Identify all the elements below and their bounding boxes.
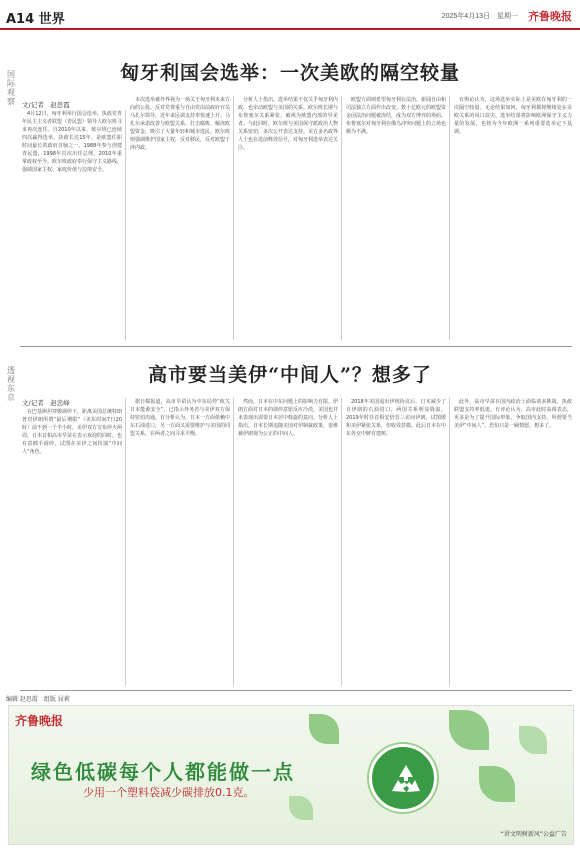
section-divider [20,346,572,347]
article2-column-2: 据日媒报道，高市早苗认为中东局势“攸关日本能源安全”，已指示外务省与美伊双方保持密切沟通。有分析认为，日本一方面依赖中东石油进口，另一方面又需要维护与美国的同盟关系，在两者之间寻求平衡。 [130,399,230,437]
article1-column-2: 本次选举被外界视为一场关于匈牙利未来方向的公投。反对党尊重与自由党由前政府官员马扎尔领导，近年来民调支持率快速上升。马扎尔承诺改善与欧盟关系、打击腐败、解冻欧盟资金，吸引了大量年轻和城市选民。欧尔班则强调维护国家主权，反对移民，反对欧盟干涉内政。 [130,97,230,151]
issue-date: 2025年4月13日 星期一 [441,13,518,20]
ad-slogan: “讲文明树新风”公益广告 [500,831,567,838]
page-header [0,0,580,30]
section-label-tokyo: 透视东京 [7,366,15,402]
article1-column-3: 分析人士指出，选举结果不仅关乎匈牙利内政，也牵动欧盟与美国的关系。欧尔班长期与布鲁塞尔关系紧张，被视为欧盟内部的异见者。与此同时，欧尔班与美国保守派政治人物关系密切，多次公开表达支持。美方多名政界人士也在选前释放信号，对匈牙利选举表达关注。 [238,97,338,151]
leaf-decoration [309,714,339,744]
article1-column-1: 4月12日，匈牙利举行国会选举。执政党青年民主主义者联盟（青民盟）领导人欧尔班寻求再次连任。自2010年以来，欧尔班已连续四次赢得选举，执政长达15年，是欧盟任职时间最长的政府首脑之一。1988年参与创建青民盟，1998年首次出任总理，2010年重掌政权至今。欧尔班政府奉行保守主义路线，强调国家主权、家庭价值与边境安全。 [22,111,122,173]
leaf-decoration [449,710,489,750]
column-rule [233,96,234,340]
section-name: 世界 [38,12,65,27]
leaf-decoration [479,766,515,802]
column-rule [233,398,234,686]
section-divider [20,690,572,691]
column-rule [449,96,450,340]
article2-byline: 文/记者 赵忠峰 [22,399,70,407]
leaf-decoration [519,726,547,754]
column-rule [449,398,450,686]
editor-credit: 编辑 赵思霞 组版 屈莉 [6,696,70,703]
article2-column-1: 在巴基斯坦穿梭调停下，距离美国总统特朗普对伊朗所谓“最后期限”（美东时间7日20时）前不到一个半小时，美伊双方宣布停火两周。日本首相高市早苗在表示欢迎的同时，也有意插手调停，试图在美伊之间扮演“中间人”角色。 [22,409,122,455]
article2-column-5: 此外，高市早苗在国内政治上面临诸多挑战，执政联盟支持率低迷。有评论认为，高市此时高调表态，更多是为了提升国际形象、争取国内支持。所谓要当美伊“中间人”，恐怕只是一厢情愿，想多了。 [454,399,572,429]
ad-subline: 少用一个塑料袋减少碳排放0.1克。 [83,786,255,799]
article1-byline: 文/记者 赵思霞 [22,101,70,109]
article2-column-4: 2018年美国退出伊核协议后，日本减少了自伊朗的石油进口，两国关系明显降温。2019年时任首相安倍晋三访问伊朗，试图缓和美伊紧张关系，但收效甚微。此后日本在中东外交中鲜有建树。 [346,399,446,437]
ad-paper-logo: 齐鲁晚报 [15,714,64,728]
column-rule [125,110,126,340]
paper-logo: 齐鲁晚报 [528,10,572,23]
recycle-icon [386,761,426,801]
column-rule [341,96,342,340]
section-label-international: 国际观察 [7,70,15,106]
ad-headline: 绿色低碳每个人都能做一点 [31,760,295,784]
article2-title: 高市要当美伊“中间人”？想多了 [148,364,432,386]
article1-title: 匈牙利国会选举：一次美欧的隔空较量 [119,62,460,84]
column-rule [341,398,342,686]
article1-column-5: 有舆论认为，这场选举实际上是美欧在匈牙利的一次隔空较量。无论结果如何，匈牙利都将继续处在美欧关系的风口浪尖。选举结果将影响欧洲保守主义力量的发展，也将为今年欧洲一系列重要选举定下基调。 [454,97,572,135]
column-rule [125,398,126,686]
page-number: A14 世界 [6,12,65,27]
article1-column-4: 欧盟方面则希望匈牙利在法治、新闻自由和司法独立方面作出改变。数十亿欧元的欧盟资金因法治问题被冻结，成为双方博弈的筹码。布鲁塞尔对匈牙利在俄乌冲突问题上的立场也颇为不满。 [346,97,446,135]
public-service-ad [8,705,574,845]
recycle-badge [369,744,437,812]
article2-column-3: 然而，日本在中东问题上的影响力有限。伊朗方面对日本的调停意愿反应冷淡，美国也并未表现出需要日本居中斡旋的意向。分析人士指出，日本长期追随美国对伊制裁政策，很难被伊朗视为公正的中间人。 [238,399,338,437]
leaf-decoration [289,796,313,820]
